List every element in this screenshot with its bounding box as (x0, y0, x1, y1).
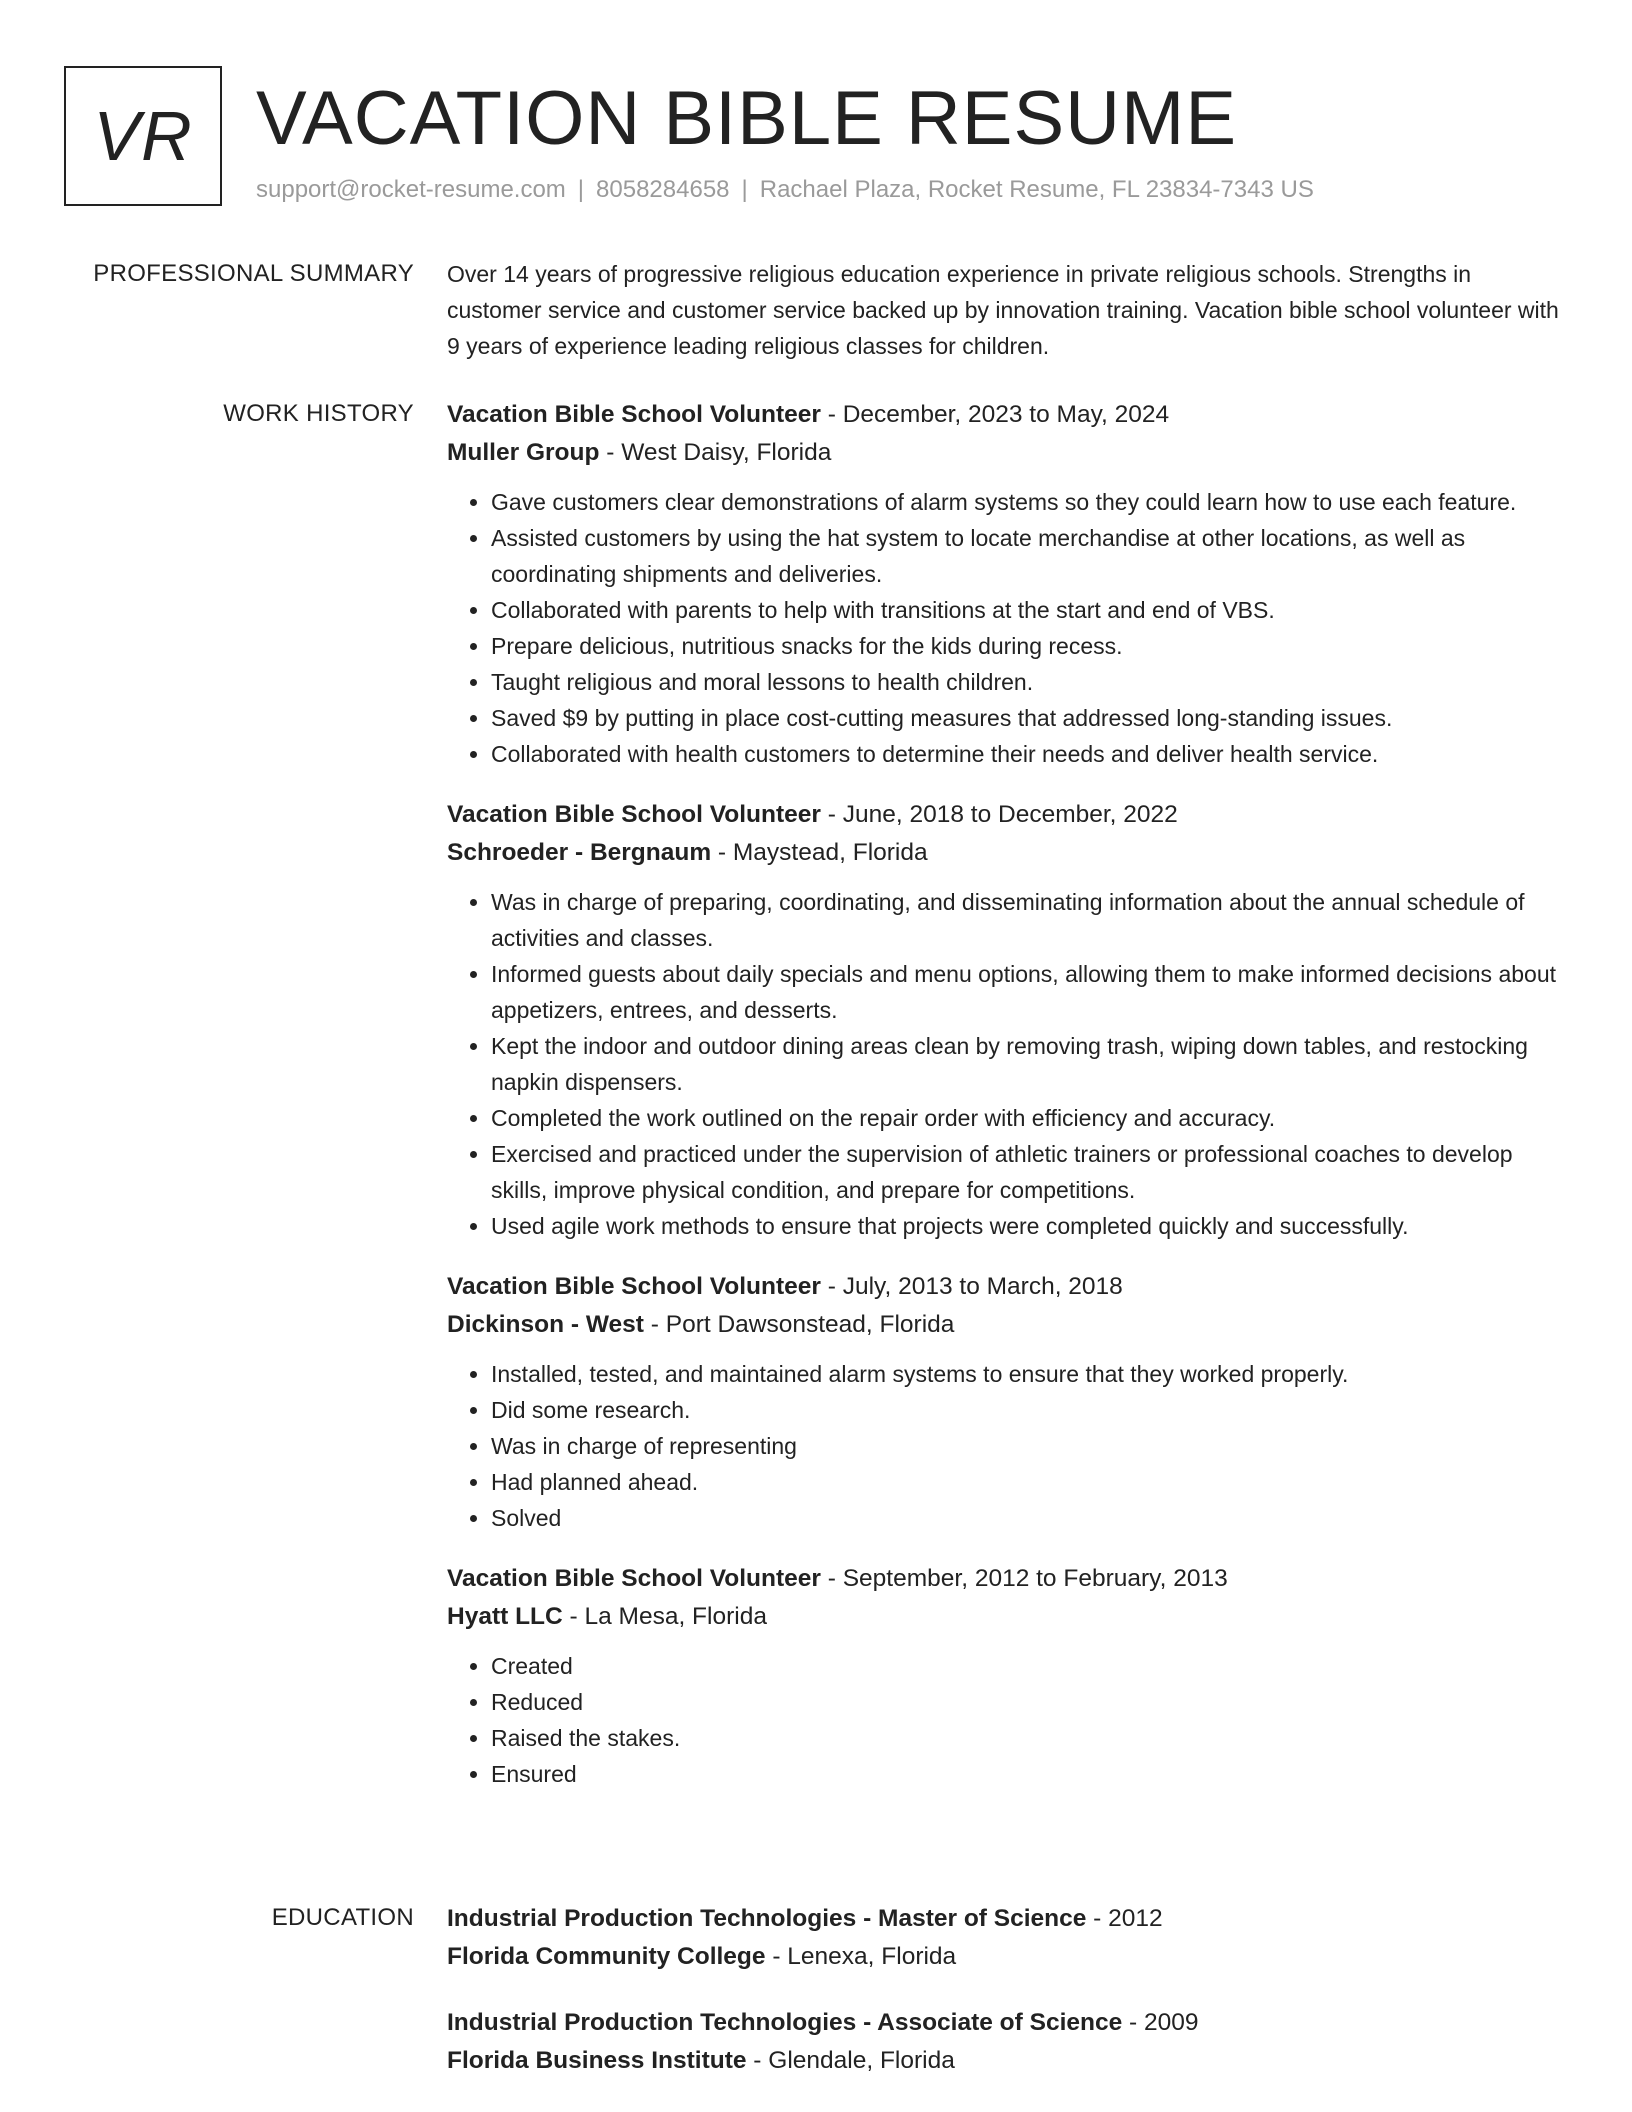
job-entry (447, 1268, 1568, 1536)
education-school-line (447, 1938, 1568, 1976)
education-entry (447, 1900, 1568, 1976)
contact-email[interactable]: support@rocket-resume.com (256, 176, 566, 203)
section-label-education: EDUCATION (271, 1904, 414, 1931)
job-bullet-item: • Saved $9 by putting in place cost-cutting measures that addressed long-standing issues. (491, 700, 1568, 736)
job-title: Vacation Bible School Volunteer (447, 801, 821, 828)
job-bullet-item: • Collaborated with health customers to determine their needs and deliver health service. (491, 736, 1568, 772)
job-company-line (447, 1306, 1568, 1344)
job-company: Schroeder - Bergnaum (447, 839, 712, 866)
job-title-line (447, 396, 1568, 434)
job-location: - La Mesa, Florida (562, 1603, 767, 1630)
job-company-line (447, 434, 1568, 472)
job-bullet-item: • Had planned ahead. (491, 1464, 1568, 1500)
job-bullet-item: • Kept the indoor and outdoor dining areas clean by removing trash, wiping down tables, and restocking napkin dispensers. (491, 1028, 1568, 1100)
education-school: Florida Community College (447, 1943, 766, 1970)
job-title: Vacation Bible School Volunteer (447, 1565, 821, 1592)
job-company: Muller Group (447, 439, 600, 466)
job-entry (447, 796, 1568, 1244)
job-bullet-item: • Exercised and practiced under the supervision of athletic trainers or professional coaches to develop skills, improve physical condition, and prepare for competitions. (491, 1136, 1568, 1208)
section-label-summary: PROFESSIONAL SUMMARY (93, 260, 414, 287)
job-bullet-item: • Gave customers clear demonstrations of alarm systems so they could learn how to use each feature. (491, 484, 1568, 520)
job-bullet-item: • Was in charge of representing (491, 1428, 1568, 1464)
resume-name: VACATION BIBLE RESUME (256, 76, 1238, 161)
section-label-work-history: WORK HISTORY (223, 400, 414, 427)
education-degree: Industrial Production Technologies - Associate of Science (447, 2009, 1123, 2036)
job-bullet-list (447, 1648, 1568, 1792)
education-school: Florida Business Institute (447, 2047, 747, 2074)
education-degree: Industrial Production Technologies - Master of Science (447, 1905, 1087, 1932)
education-school-line (447, 2042, 1568, 2080)
job-bullet-item: • Informed guests about daily specials and menu options, allowing them to make informed decisions about appetizers, entrees, and desserts. (491, 956, 1568, 1028)
contact-phone[interactable]: 8058284658 (596, 176, 730, 203)
job-location: - Port Dawsonstead, Florida (643, 1311, 955, 1338)
job-bullet-item: • Assisted customers by using the hat system to locate merchandise at other locations, as well as coordinating shipments and deliveries. (491, 520, 1568, 592)
education-location: - Lenexa, Florida (765, 1943, 957, 1970)
job-bullet-list (447, 884, 1568, 1244)
job-bullet-item: • Created (491, 1648, 1568, 1684)
job-company-line (447, 1598, 1568, 1636)
education-year: - 2009 (1122, 2009, 1199, 2036)
job-bullet-item: • Completed the work outlined on the repair order with efficiency and accuracy. (491, 1100, 1568, 1136)
summary-body (447, 256, 1568, 364)
job-dates: - July, 2013 to March, 2018 (820, 1273, 1123, 1300)
job-location: - Maystead, Florida (711, 839, 928, 866)
contact-separator: | (577, 176, 585, 203)
job-location: - West Daisy, Florida (599, 439, 832, 466)
education-degree-line (447, 2004, 1568, 2042)
contact-line (256, 172, 1314, 208)
job-title-line (447, 1560, 1568, 1598)
contact-address: Rachael Plaza, Rocket Resume, FL 23834-7343 US (759, 176, 1314, 203)
monogram-logo: VR (64, 66, 222, 206)
education-year: - 2012 (1086, 1905, 1163, 1932)
job-title-line (447, 1268, 1568, 1306)
job-bullet-item: • Solved (491, 1500, 1568, 1536)
job-title: Vacation Bible School Volunteer (447, 401, 821, 428)
job-bullet-item: • Ensured (491, 1756, 1568, 1792)
job-entry (447, 1560, 1568, 1792)
job-dates: - September, 2012 to February, 2013 (820, 1565, 1228, 1592)
summary-section (64, 256, 1568, 366)
job-entry (447, 396, 1568, 772)
job-bullet-item: • Was in charge of preparing, coordinating, and disseminating information about the annual schedule of activities and classes. (491, 884, 1568, 956)
education-entry (447, 2004, 1568, 2080)
job-bullet-item: • Reduced (491, 1684, 1568, 1720)
education-location: - Glendale, Florida (746, 2047, 955, 2074)
job-dates: - December, 2023 to May, 2024 (820, 401, 1170, 428)
job-dates: - June, 2018 to December, 2022 (820, 801, 1178, 828)
job-bullet-item: • Taught religious and moral lessons to health children. (491, 664, 1568, 700)
job-title: Vacation Bible School Volunteer (447, 1273, 821, 1300)
job-company: Hyatt LLC (447, 1603, 563, 1630)
job-company-line (447, 834, 1568, 872)
job-title-line (447, 796, 1568, 834)
education-degree-line (447, 1900, 1568, 1938)
job-bullet-item: • Did some research. (491, 1392, 1568, 1428)
job-bullet-item: • Prepare delicious, nutritious snacks for the kids during recess. (491, 628, 1568, 664)
job-bullet-list (447, 484, 1568, 772)
job-bullet-item: • Installed, tested, and maintained alarm systems to ensure that they worked properly. (491, 1356, 1568, 1392)
job-bullet-item: • Collaborated with parents to help with transitions at the start and end of VBS. (491, 592, 1568, 628)
job-bullet-list (447, 1356, 1568, 1536)
job-bullet-item: • Used agile work methods to ensure that projects were completed quickly and successfully. (491, 1208, 1568, 1244)
summary-text: Over 14 years of progressive religious education experience in private religious schools. Strengths in customer service and customer service backed up by innovation training. Vacation bible school volunteer with 9 years of experience leading religious classes for children. (447, 261, 1559, 359)
work-history-body (447, 396, 1568, 1816)
job-company: Dickinson - West (447, 1311, 644, 1338)
job-bullet-item: • Raised the stakes. (491, 1720, 1568, 1756)
education-body (447, 1900, 1568, 2108)
contact-separator: | (741, 176, 748, 203)
resume-header (64, 64, 1584, 214)
